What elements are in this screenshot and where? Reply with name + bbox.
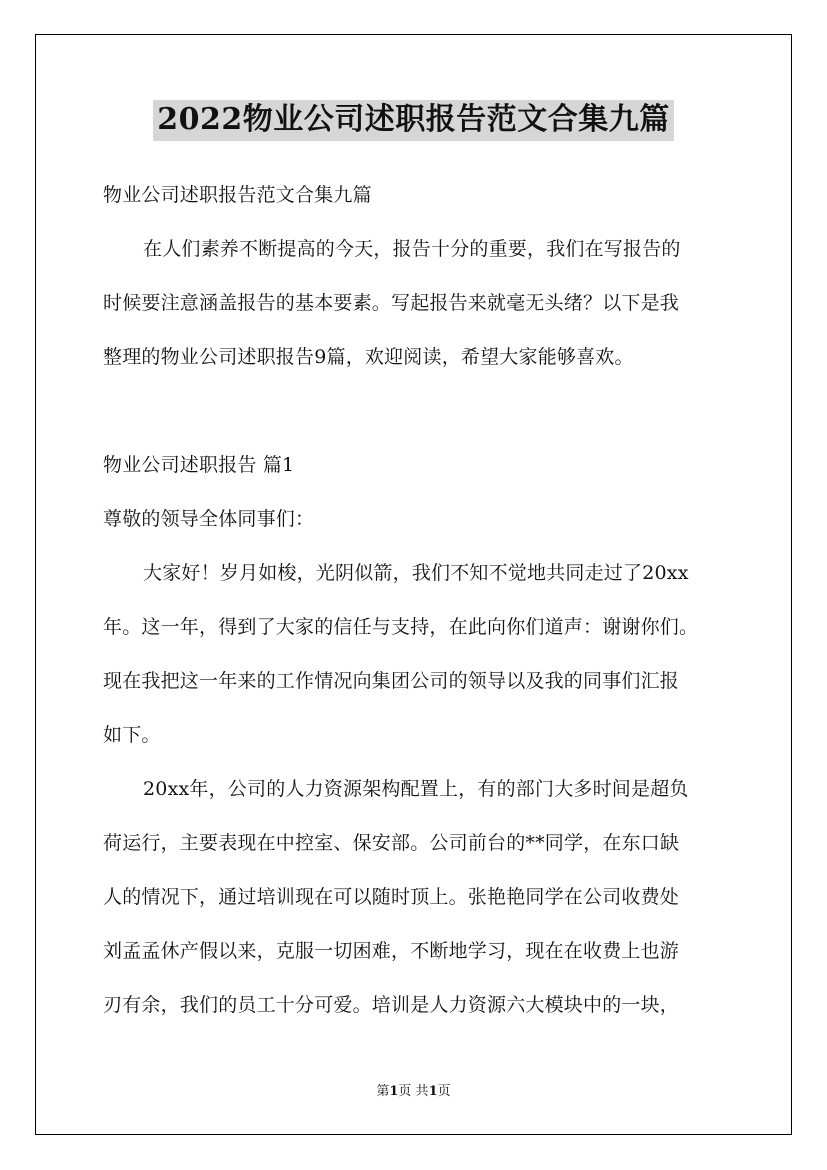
paragraph-line: 整理的物业公司述职报告9篇，欢迎阅读，希望大家能够喜欢。 [103,346,634,368]
paragraph-line: 在人们素养不断提高的今天，报告十分的重要，我们在写报告的 [143,238,681,260]
paragraph-line: 现在我把这一年来的工作情况向集团公司的领导以及我的同事们汇报 [103,670,680,692]
document-title-text: 2022物业公司述职报告范文合集九篇 [153,100,674,141]
subtitle-line: 物业公司述职报告范文合集九篇 [103,184,372,206]
page-footer [0,1084,827,1100]
paragraph-line: 20xx年，公司的人力资源架构配置上，有的部门大多时间是超负 [143,778,689,800]
paragraph-line: 如下。 [103,724,161,746]
paragraph-line: 大家好！岁月如梭，光阴似箭，我们不知不觉地共同走过了20xx [143,562,689,584]
page-number-total: 1 [428,1084,438,1099]
paragraph-line: 时候要注意涵盖报告的基本要素。写起报告来就毫无头绪？以下是我 [103,292,680,314]
section-heading: 物业公司述职报告 篇1 [103,454,295,476]
page-number-mid: 页 共 [398,1084,429,1099]
paragraph-line: 年。这一年，得到了大家的信任与支持，在此向你们道声：谢谢你们。 [103,616,699,638]
paragraph-line: 刃有余，我们的员工十分可爱。培训是人力资源六大模块中的一块， [103,994,680,1016]
page-number-current: 1 [389,1084,399,1099]
page-number-suffix: 页 [437,1084,451,1099]
document-title [0,100,827,141]
salutation-line: 尊敬的领导全体同事们： [103,508,315,530]
page-number-prefix: 第 [376,1084,390,1099]
paragraph-line: 荷运行，主要表现在中控室、保安部。公司前台的**同学，在东口缺 [103,832,680,854]
paragraph-line: 人的情况下，通过培训现在可以随时顶上。张艳艳同学在公司收费处 [103,886,680,908]
paragraph-line: 刘孟孟休产假以来，克服一切困难，不断地学习，现在在收费上也游 [103,940,680,962]
